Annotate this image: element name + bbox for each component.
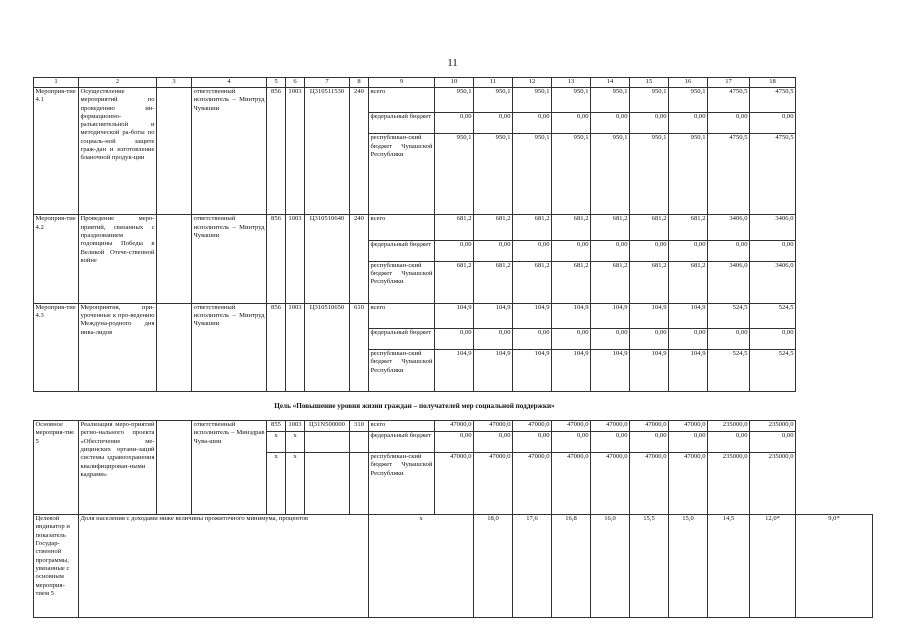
rzpr-code: х — [286, 453, 305, 515]
goal-title: Цель «Повышение уровня жизни граждан – получателей мер социальной поддержки» — [34, 392, 796, 421]
value-cell: 4750,5 — [750, 88, 796, 113]
value-cell: 681,2 — [474, 215, 513, 240]
empty-cell — [157, 88, 192, 215]
goal-row — [34, 392, 873, 421]
rzpr-code: х — [286, 432, 305, 453]
empty-cell — [267, 329, 286, 350]
value-cell: 0,00 — [474, 329, 513, 350]
funding-source: всего — [369, 215, 435, 240]
value-cell: 3406,0 — [708, 215, 750, 240]
value-cell: 950,1 — [552, 134, 591, 215]
empty-cell — [305, 329, 350, 350]
funding-source: республикан-ский бюджет Чувашской Республики — [369, 134, 435, 215]
indicator-description: Доля населения с доходами ниже величины прожиточного минимума, процентов — [79, 515, 369, 618]
column-number: 12 — [513, 78, 552, 88]
indicator-name: Целевой индикатор и показатель Государ-ственной программы, увязанные с основным мероприя-тием 5 — [34, 515, 79, 618]
column-number: 5 — [267, 78, 286, 88]
value-cell: 3406,0 — [708, 261, 750, 303]
indicator-value: 15,0 — [669, 515, 708, 618]
value-cell: 950,1 — [669, 88, 708, 113]
value-cell: 104,9 — [669, 350, 708, 392]
event-executor: ответственный исполнитель – Минтруд Чувашии — [193, 215, 265, 239]
value-cell: 0,00 — [708, 240, 750, 261]
event-description: Осуществление мероприятий по проведению ин-формационно-разъяснительной и методической ра-боты по социаль-ной защите граж-дан и изготовление бланочной продук-ции — [79, 88, 157, 215]
table-row — [34, 303, 873, 328]
value-cell: 950,1 — [513, 88, 552, 113]
grbs-code: х — [267, 432, 286, 453]
vr-code: 240 — [350, 215, 369, 240]
event-description: Мероприятия, при-уроченные к про-ведению Междуна-родного дня инва-лидов — [79, 303, 157, 391]
value-cell: 0,00 — [708, 113, 750, 134]
value-cell: 235000,0 — [708, 453, 750, 515]
value-cell: 47000,0 — [513, 453, 552, 515]
value-cell: 681,2 — [630, 215, 669, 240]
value-cell: 0,00 — [435, 432, 474, 453]
funding-source: федеральный бюджет — [369, 240, 435, 261]
event-description: Проведение меро-приятий, связанных с празднованием годовщины Победы в Великой Отече-ственной войне — [79, 215, 157, 303]
value-cell: 0,00 — [552, 432, 591, 453]
empty-cell — [157, 303, 192, 391]
value-cell: 950,1 — [591, 134, 630, 215]
column-number: 17 — [708, 78, 750, 88]
csr-code — [305, 432, 350, 453]
value-cell: 950,1 — [669, 134, 708, 215]
column-number: 10 — [435, 78, 474, 88]
indicator-value: 9,0* — [796, 515, 873, 618]
value-cell: 0,00 — [591, 113, 630, 134]
page-number: 11 — [447, 57, 458, 69]
program-table — [33, 77, 873, 618]
event-executor: ответственный исполнитель – Минтруд Чувашии — [193, 88, 265, 112]
value-cell: 104,9 — [474, 303, 513, 328]
value-cell: 0,00 — [552, 113, 591, 134]
column-number: 11 — [474, 78, 513, 88]
empty-cell — [350, 261, 369, 303]
table-row — [34, 215, 873, 240]
value-cell: 0,00 — [513, 113, 552, 134]
column-number: 1 — [34, 78, 79, 88]
funding-source: федеральный бюджет — [369, 432, 435, 453]
column-number: 14 — [591, 78, 630, 88]
value-cell: 0,00 — [552, 240, 591, 261]
value-cell: 681,2 — [513, 261, 552, 303]
value-cell: 104,9 — [669, 303, 708, 328]
value-cell: 0,00 — [630, 240, 669, 261]
grbs-code: 856 — [267, 88, 286, 113]
event-executor: ответственный исполнитель – Минтруд Чувашии — [193, 303, 265, 328]
empty-cell — [286, 329, 305, 350]
header-row — [34, 78, 873, 88]
value-cell: 0,00 — [552, 329, 591, 350]
value-cell: 0,00 — [750, 240, 796, 261]
csr-code: Ц310510640 — [305, 215, 350, 240]
empty-cell — [267, 113, 286, 134]
value-cell: 524,5 — [750, 303, 796, 328]
grbs-code: х — [267, 453, 286, 515]
csr-code: Ц31N500000 — [305, 421, 350, 432]
value-cell: 47000,0 — [669, 421, 708, 432]
value-cell: 235000,0 — [750, 453, 796, 515]
indicator-value: 16,8 — [552, 515, 591, 618]
vr-code: 310 — [350, 421, 369, 432]
value-cell: 104,9 — [513, 303, 552, 328]
empty-cell — [305, 350, 350, 392]
funding-source: всего — [369, 421, 435, 432]
value-cell: 4750,5 — [708, 88, 750, 113]
value-cell: 681,2 — [630, 261, 669, 303]
empty-cell — [157, 421, 192, 515]
value-cell: 0,00 — [630, 113, 669, 134]
event-name: Мероприя-тие 4.1 — [34, 88, 79, 215]
indicator-value: 18,0 — [474, 515, 513, 618]
column-number: 9 — [369, 78, 435, 88]
csr-code: Ц310511530 — [305, 88, 350, 113]
value-cell: 0,00 — [474, 113, 513, 134]
column-number: 3 — [157, 78, 192, 88]
event-name: Мероприя-тие 4.2 — [34, 215, 79, 303]
vr-code: 240 — [350, 88, 369, 113]
value-cell: 0,00 — [708, 329, 750, 350]
empty-cell — [286, 350, 305, 392]
indicator-value: 14,5 — [708, 515, 750, 618]
empty-cell — [350, 113, 369, 134]
empty-cell — [267, 240, 286, 261]
value-cell: 950,1 — [435, 88, 474, 113]
funding-source: всего — [369, 303, 435, 328]
table-body — [34, 78, 873, 618]
event-name: Мероприя-тие 4.3 — [34, 303, 79, 391]
value-cell: 681,2 — [669, 261, 708, 303]
value-cell: 0,00 — [435, 240, 474, 261]
value-cell: 235000,0 — [750, 421, 796, 432]
vr-code: 610 — [350, 303, 369, 328]
value-cell: 235000,0 — [708, 421, 750, 432]
value-cell: 0,00 — [669, 240, 708, 261]
event-executor: ответственный исполнитель – Минздрав Чува-шии — [192, 421, 267, 515]
column-number: 7 — [305, 78, 350, 88]
value-cell: 0,00 — [630, 329, 669, 350]
empty-cell — [286, 134, 305, 215]
empty-cell — [305, 134, 350, 215]
column-number: 15 — [630, 78, 669, 88]
value-cell: 0,00 — [591, 329, 630, 350]
value-cell: 950,1 — [474, 88, 513, 113]
empty-cell — [305, 113, 350, 134]
empty-cell — [286, 113, 305, 134]
value-cell: 3406,0 — [750, 261, 796, 303]
value-cell: 0,00 — [630, 432, 669, 453]
funding-source: всего — [369, 88, 435, 113]
value-cell: 4750,5 — [708, 134, 750, 215]
value-cell: 0,00 — [750, 329, 796, 350]
value-cell: 524,5 — [750, 350, 796, 392]
rzpr-code: 1003 — [286, 303, 305, 328]
empty-cell — [286, 240, 305, 261]
value-cell: 950,1 — [630, 88, 669, 113]
empty-cell — [157, 215, 192, 303]
value-cell: 0,00 — [435, 329, 474, 350]
empty-cell — [267, 261, 286, 303]
value-cell: 4750,5 — [750, 134, 796, 215]
empty-cell — [286, 261, 305, 303]
vr-code — [350, 432, 369, 453]
value-cell: 47000,0 — [435, 421, 474, 432]
column-number: 8 — [350, 78, 369, 88]
value-cell: 0,00 — [513, 432, 552, 453]
value-cell: 104,9 — [474, 350, 513, 392]
column-number: 2 — [79, 78, 157, 88]
column-number: 13 — [552, 78, 591, 88]
column-number: 4 — [192, 78, 267, 88]
value-cell: 681,2 — [669, 215, 708, 240]
column-number: 18 — [750, 78, 796, 88]
value-cell: 104,9 — [591, 303, 630, 328]
value-cell: 0,00 — [435, 113, 474, 134]
value-cell: 104,9 — [513, 350, 552, 392]
funding-source: федеральный бюджет — [369, 329, 435, 350]
value-cell: 0,00 — [474, 432, 513, 453]
empty-cell — [267, 134, 286, 215]
value-cell: 950,1 — [552, 88, 591, 113]
value-cell: 681,2 — [435, 215, 474, 240]
value-cell: 47000,0 — [591, 421, 630, 432]
indicator-value: 16,0 — [591, 515, 630, 618]
event-name: Основное мероприя-тие 5 — [34, 421, 79, 515]
value-cell: 524,5 — [708, 350, 750, 392]
value-cell: 47000,0 — [474, 421, 513, 432]
empty-cell — [192, 329, 267, 350]
empty-cell — [305, 240, 350, 261]
empty-cell — [267, 350, 286, 392]
empty-cell — [192, 261, 267, 303]
value-cell: 47000,0 — [630, 453, 669, 515]
value-cell: 0,00 — [591, 240, 630, 261]
value-cell: 524,5 — [708, 303, 750, 328]
funding-source: республикан-ский бюджет Чувашской Республики — [369, 261, 435, 303]
value-cell: 104,9 — [630, 350, 669, 392]
empty-cell — [192, 350, 267, 392]
empty-cell — [350, 350, 369, 392]
value-cell: 0,00 — [750, 113, 796, 134]
value-cell: 0,00 — [513, 240, 552, 261]
value-cell: 950,1 — [630, 134, 669, 215]
value-cell: 950,1 — [513, 134, 552, 215]
csr-code — [305, 453, 350, 515]
indicator-row — [34, 515, 873, 618]
value-cell: 104,9 — [552, 350, 591, 392]
value-cell: 47000,0 — [474, 453, 513, 515]
column-number: 6 — [286, 78, 305, 88]
value-cell: 0,00 — [750, 432, 796, 453]
value-cell: 47000,0 — [630, 421, 669, 432]
value-cell: 104,9 — [552, 303, 591, 328]
value-cell: 47000,0 — [552, 453, 591, 515]
value-cell: 47000,0 — [591, 453, 630, 515]
value-cell: 47000,0 — [669, 453, 708, 515]
value-cell: 681,2 — [552, 215, 591, 240]
value-cell: 104,9 — [435, 303, 474, 328]
table-row — [34, 88, 873, 113]
value-cell: 681,2 — [591, 261, 630, 303]
value-cell: 0,00 — [669, 113, 708, 134]
column-number: 16 — [669, 78, 708, 88]
empty-cell — [350, 134, 369, 215]
rzpr-code: 1003 — [286, 215, 305, 240]
rzpr-code: 1003 — [286, 88, 305, 113]
table-row — [34, 421, 873, 432]
value-cell: 104,9 — [630, 303, 669, 328]
value-cell: 0,00 — [474, 240, 513, 261]
value-cell: 47000,0 — [552, 421, 591, 432]
value-cell: 681,2 — [435, 261, 474, 303]
empty-cell — [305, 261, 350, 303]
value-cell: 104,9 — [435, 350, 474, 392]
event-description: Реализация меро-приятий регио-нального проекта «Обеспечение ме-дицинских органи-заций системы здравоохранения квалифицирован-ными кадрами» — [79, 421, 157, 515]
value-cell: 0,00 — [591, 432, 630, 453]
value-cell: 0,00 — [669, 329, 708, 350]
indicator-value: 15,5 — [630, 515, 669, 618]
value-cell: 47000,0 — [435, 453, 474, 515]
indicator-value: 12,0* — [750, 515, 796, 618]
value-cell: 0,00 — [669, 432, 708, 453]
grbs-code: 856 — [267, 215, 286, 240]
empty-cell — [350, 240, 369, 261]
funding-source: республикан-ский бюджет Чувашской Республики — [369, 453, 435, 515]
grbs-code: 855 — [267, 421, 286, 432]
grbs-code: 856 — [267, 303, 286, 328]
value-cell: 0,00 — [513, 329, 552, 350]
empty-cell — [350, 329, 369, 350]
value-cell: 104,9 — [591, 350, 630, 392]
value-cell: 47000,0 — [513, 421, 552, 432]
value-cell: 3406,0 — [750, 215, 796, 240]
indicator-value: 17,6 — [513, 515, 552, 618]
value-cell: 681,2 — [591, 215, 630, 240]
value-cell: 950,1 — [474, 134, 513, 215]
value-cell: 681,2 — [552, 261, 591, 303]
empty-cell — [192, 240, 267, 261]
value-cell: 950,1 — [435, 134, 474, 215]
vr-code — [350, 453, 369, 515]
rzpr-code: 1003 — [286, 421, 305, 432]
empty-cell — [192, 134, 267, 215]
value-cell: 0,00 — [708, 432, 750, 453]
funding-source: федеральный бюджет — [369, 113, 435, 134]
value-cell: 681,2 — [474, 261, 513, 303]
value-cell: 950,1 — [591, 88, 630, 113]
csr-code: Ц310510650 — [305, 303, 350, 328]
funding-source: республикан-ский бюджет Чувашской Республики — [369, 350, 435, 392]
indicator-mark: х — [369, 515, 474, 618]
value-cell: 681,2 — [513, 215, 552, 240]
empty-cell — [192, 113, 267, 134]
